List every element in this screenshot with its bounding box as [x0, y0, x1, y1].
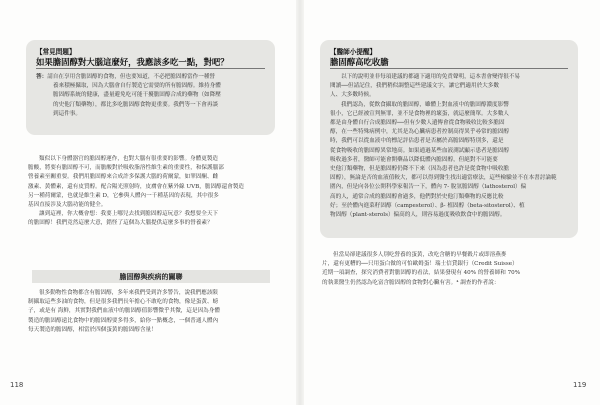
tip-line: 固醇），無論是否的血液值較大，都可以得到醫生找出適當療法，這些檢驗並不在本書討論範 — [330, 175, 557, 182]
body-line: 讓到這裡，你大概會想：我要上哪兒去找到膽固醇這玩意？我想要全天下 — [39, 211, 219, 218]
faq-sidebar-title: 如果膽固醇對大腦這麼好，我應該多吃一點，對吧？ — [36, 57, 229, 67]
tip-line: 閱讀──但請記住，我們稍似調整這些建議文字，讓它們適用於大多數 — [330, 83, 499, 90]
faq-answer-line: 到這件事。 — [53, 110, 81, 117]
tip-line: 高的人，通常合成的膽固醇會過多，他們對於史他汀類藥物的反應比較 — [330, 193, 504, 200]
tip-line: 時，我們可以從血液中的標記評估患者是否屬於高膽固醇特別多，還是 — [330, 138, 504, 145]
body-line: 製造的膽固醇遠比食物中的膽固醇要多得多，給你一點概念，一個普通人體內 — [28, 317, 219, 324]
tip-line: 物固醇（plant-sterols）偏高的人，則容易過度吸收飲食中的膽固醇。 — [330, 212, 506, 219]
body-line: 每天製造的膽固醇，相當於四個蛋黃的膽固醇含量！ — [28, 326, 157, 333]
body-paragraph-survey — [322, 251, 578, 288]
body-paragraph-disease — [28, 289, 278, 335]
tip-line: 史他汀類藥物，但是膽固醇仍降不下來（因為患者也許是從食物中吸收膽 — [330, 166, 510, 173]
body-line: 激素、黃體素，還有皮質醇。配合陽光照射時，皮膚會在紫外線 UVB，膽固醇還會製造 — [28, 183, 245, 190]
body-line: 基因直接涉及大腦功能的健全。 — [28, 202, 107, 209]
faq-sidebar-tag: 【常見問題】 — [36, 48, 76, 56]
doctor-tip-divider — [330, 68, 568, 69]
body-line: 的執業醫生仍然認為吃富含膽固醇的食物對心臟有害。⁴ 調查的作者說： — [322, 279, 500, 286]
body-line: 膽酸，將要有膽固醇不可，而膽酸對於吸收脂溶性維生素的重要性，和保護腦部 — [28, 165, 224, 172]
body-line: 的膽固醇！我們竟然這麼大意，錯怪了這個為大腦提供這麼多事的營養素？ — [28, 220, 213, 227]
body-line: 營養素至關重要。我們用膽固醇來合成許多保護大腦的荷爾蒙，如睪固酮、雌 — [28, 174, 219, 181]
doctor-tip-title: 膽固醇高吃收膽 — [330, 57, 389, 67]
faq-answer-line — [36, 73, 265, 82]
page-number-left: 118 — [10, 381, 24, 389]
body-line: 但當局卻建議很多人別吃營養的蛋黃，改吃含糖的早餐穀片或即溶燕麥 — [333, 252, 507, 258]
tip-line: 很小，它已經被宣判無罪，並不是食物裡的壞蛋，就這麼簡單。大多數人 — [330, 110, 510, 117]
faq-answer-line: 膽固醇系統的健康，盡量避免吃可能干擾膽固醇合成的藥物（如降壓 — [53, 92, 221, 99]
body-line: 片，還有更糟的──只用蛋白做的可怕歐姆蛋！瑞士信貸銀行（Credit Suisse） — [322, 261, 518, 268]
section-heading: 膽固醇與疾病的關聯 — [32, 270, 270, 283]
body-line: 子，或是有 海鮮，其實對我們血液中的膽固醇值影響微乎其微，這是因為身體 — [28, 308, 220, 315]
tip-line: 醇，在一些特殊病例中，尤其是為心臟病患者控制高得異乎尋常的膽固醇 — [330, 129, 510, 136]
faq-answer-line: 的史他汀類藥物），都比多吃膽固醇食物更重要。我們等一下會再談 — [53, 101, 219, 108]
body-paragraph-hormones — [28, 155, 278, 229]
faq-sidebar-box — [26, 40, 275, 135]
tip-line: 圍內，但是向各位公開科學家報告一下，體內 7- 脫氫膽固醇（lathosterol）偏 — [330, 184, 527, 191]
faq-answer-line: 養來積極攝取，因為大腦會自行製造它需要的所有膽固醇。維持身體 — [53, 83, 221, 90]
body-line: 另一種荷爾蒙，也就是維生素 D，它參與人體內一千種基因的表現，其中很多 — [28, 192, 219, 199]
body-line: 近期一項調查，探究消費者對膽固醇的看法，結果發現有 40% 的營養師和 70% — [322, 270, 521, 277]
right-page — [302, 0, 600, 405]
body-line: 類似以下身體器官的膽固醇運作，也對大腦有很重要的影響。身體更製造 — [39, 156, 219, 162]
faq-sidebar-answer — [36, 73, 265, 119]
doctor-tip-body — [330, 73, 568, 220]
tip-line: 人、大多數時候。 — [330, 92, 375, 99]
tip-line: 都是由身體自行合成膽固醇──但有少數人遺傳會從食物吸收比較多膽固 — [330, 120, 505, 127]
doctor-tip-sidebar-box — [320, 40, 578, 238]
body-line: 制攝取這些多油的食物，但是很多我們長年擔心不敢吃的食物，像是蛋黃、螃 — [28, 299, 219, 306]
tip-line: 以下的說明並非每項建議的都適下適用的免責聲明，這本書會變得很不易 — [341, 74, 521, 80]
tip-line: 從食物吸收的膽固醇異常地高。如果通過某些血液測試顯示患者是膽固醇 — [330, 147, 510, 154]
body-line: 很多動物性食物都含有膽固醇，多年來我們受到許多警告，說我們應該限 — [39, 290, 219, 296]
page-number-right: 119 — [573, 381, 587, 389]
faq-answer-label: 答： — [36, 74, 48, 80]
faq-sidebar-divider — [36, 68, 265, 69]
tip-line: 好；至於體內進菜籽固醇（campesterol）、β- 植固醇（beta-sitosterol）、植 — [330, 202, 525, 209]
left-page — [0, 0, 298, 405]
faq-answer-text: 請自在享用含膽固醇的食物，但也要知道，不必把膽固醇當作一種營 — [47, 74, 216, 80]
tip-line: 我們認為，從飲食攝取的膽固醇，雖體上對血液中的膽固醇濃度影響 — [341, 101, 509, 108]
tip-line: 吸收過多者，醫師可能會開藥品以降低體內膽固醇，但絕對不可能要 — [330, 156, 498, 163]
doctor-tip-tag: 【醫師小提醒】 — [330, 48, 377, 56]
